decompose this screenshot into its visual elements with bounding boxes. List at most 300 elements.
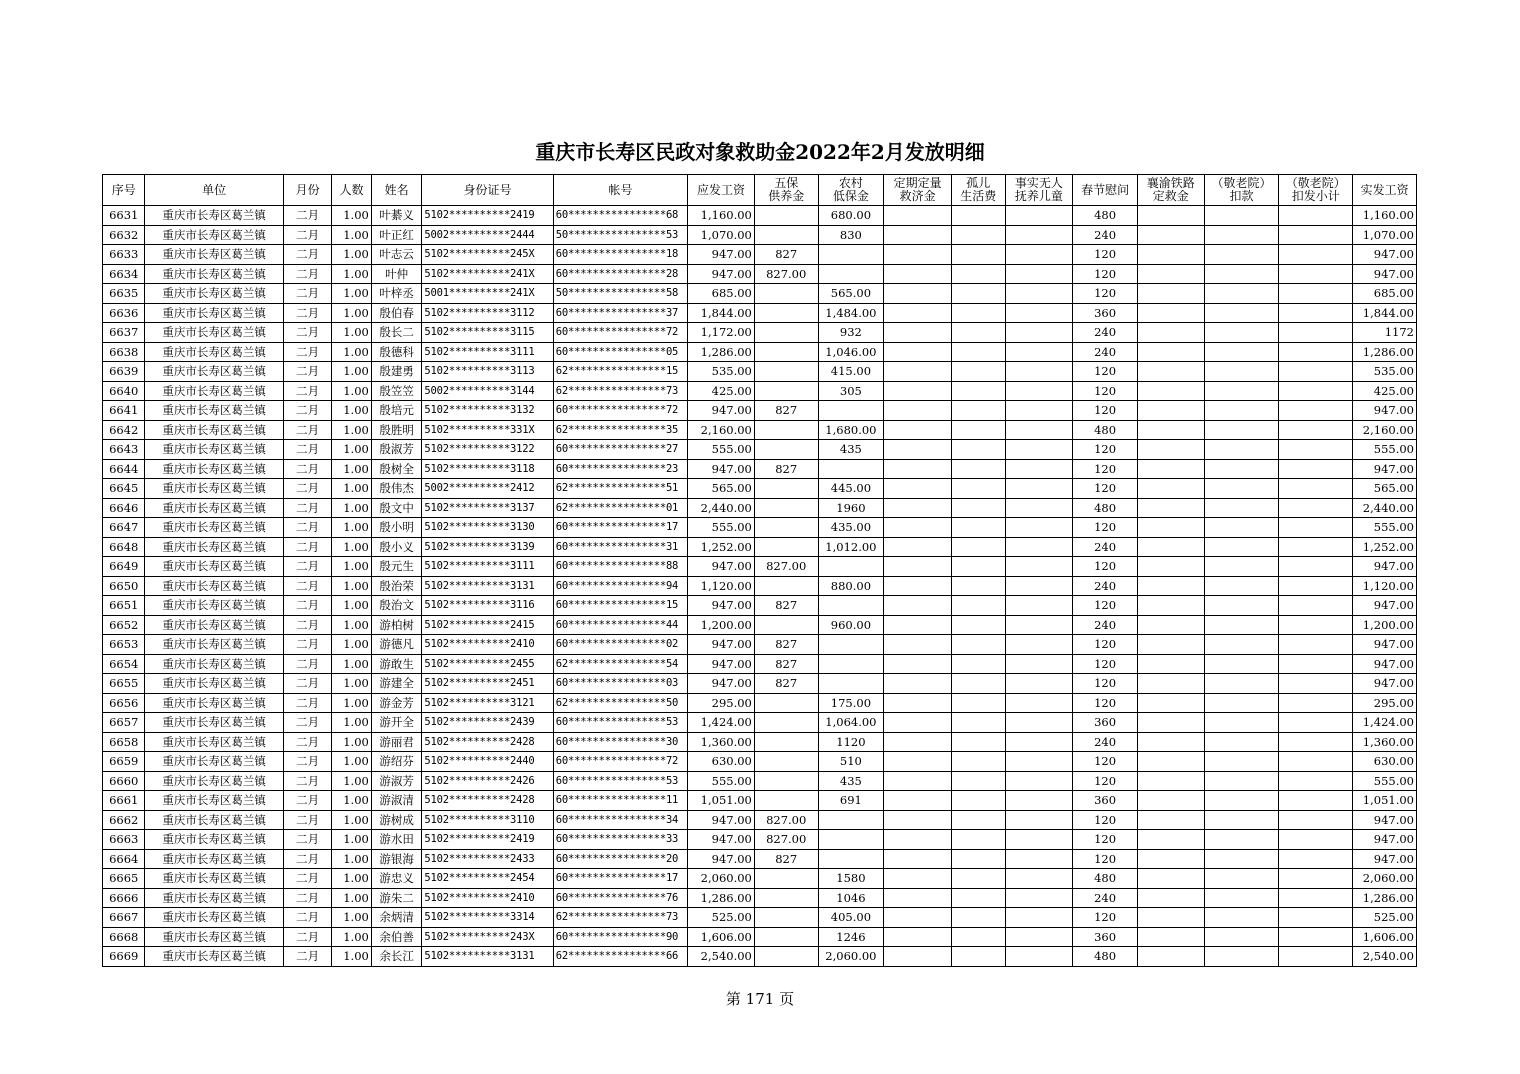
table-cell: 二月 bbox=[283, 557, 332, 577]
table-cell bbox=[951, 284, 1005, 304]
table-cell bbox=[884, 810, 952, 830]
table-cell bbox=[818, 245, 884, 265]
table-cell: 殷伟杰 bbox=[371, 479, 422, 499]
table-cell: 525.00 bbox=[688, 908, 755, 928]
table-cell: 5102**********3116 bbox=[422, 596, 553, 616]
table-cell: 二月 bbox=[283, 771, 332, 791]
table-cell bbox=[951, 362, 1005, 382]
table-cell: 525.00 bbox=[1353, 908, 1417, 928]
column-header: 人数 bbox=[332, 175, 371, 206]
table-cell: 重庆市长寿区葛兰镇 bbox=[145, 830, 283, 850]
table-cell: 947.00 bbox=[688, 596, 755, 616]
table-cell bbox=[1137, 303, 1204, 323]
table-cell: 二月 bbox=[283, 440, 332, 460]
table-cell bbox=[951, 381, 1005, 401]
table-cell: 余伯善 bbox=[371, 927, 422, 947]
table-cell bbox=[1204, 401, 1279, 421]
table-cell: 5102**********3314 bbox=[422, 908, 553, 928]
table-cell: 重庆市长寿区葛兰镇 bbox=[145, 869, 283, 889]
table-cell bbox=[1137, 615, 1204, 635]
table-cell bbox=[884, 888, 952, 908]
table-cell bbox=[754, 518, 818, 538]
table-cell: 6657 bbox=[103, 713, 145, 733]
table-cell bbox=[1204, 225, 1279, 245]
table-cell: 60****************30 bbox=[553, 732, 687, 752]
table-cell: 60****************33 bbox=[553, 830, 687, 850]
table-row bbox=[103, 869, 1417, 889]
table-cell bbox=[754, 752, 818, 772]
table-cell: 1.00 bbox=[332, 791, 371, 811]
table-cell bbox=[1279, 323, 1353, 343]
table-cell: 947.00 bbox=[1353, 264, 1417, 284]
table-cell: 5102**********2454 bbox=[422, 869, 553, 889]
table-cell: 5102**********2410 bbox=[422, 635, 553, 655]
table-cell bbox=[951, 771, 1005, 791]
table-cell bbox=[1137, 284, 1204, 304]
table-cell: 1,286.00 bbox=[688, 888, 755, 908]
table-cell: 1,070.00 bbox=[688, 225, 755, 245]
table-cell bbox=[1204, 303, 1279, 323]
table-cell bbox=[1204, 323, 1279, 343]
table-cell: 1,360.00 bbox=[688, 732, 755, 752]
table-cell bbox=[1137, 947, 1204, 967]
table-cell: 重庆市长寿区葛兰镇 bbox=[145, 732, 283, 752]
table-cell bbox=[951, 323, 1005, 343]
table-cell bbox=[754, 732, 818, 752]
table-cell: 1,172.00 bbox=[688, 323, 755, 343]
table-cell: 120 bbox=[1073, 401, 1138, 421]
table-cell bbox=[1204, 459, 1279, 479]
table-cell: 630.00 bbox=[688, 752, 755, 772]
table-cell: 947.00 bbox=[688, 830, 755, 850]
table-cell: 5002**********3144 bbox=[422, 381, 553, 401]
page-title: 重庆市长寿区民政对象救助金2022年2月发放明细 bbox=[535, 140, 985, 164]
table-row bbox=[103, 752, 1417, 772]
table-cell: 240 bbox=[1073, 323, 1138, 343]
table-cell bbox=[1005, 440, 1073, 460]
table-cell bbox=[1137, 908, 1204, 928]
table-cell: 120 bbox=[1073, 557, 1138, 577]
table-cell: 6651 bbox=[103, 596, 145, 616]
table-cell: 叶正红 bbox=[371, 225, 422, 245]
table-cell bbox=[1005, 401, 1073, 421]
table-cell: 殷树全 bbox=[371, 459, 422, 479]
table-cell: 5102**********2451 bbox=[422, 674, 553, 694]
table-cell: 游朱二 bbox=[371, 888, 422, 908]
table-cell bbox=[951, 576, 1005, 596]
table-cell bbox=[951, 498, 1005, 518]
table-cell: 1.00 bbox=[332, 752, 371, 772]
table-row bbox=[103, 615, 1417, 635]
table-cell bbox=[951, 401, 1005, 421]
table-cell: 5102**********3115 bbox=[422, 323, 553, 343]
table-cell bbox=[951, 693, 1005, 713]
table-cell: 1,046.00 bbox=[818, 342, 884, 362]
table-cell: 1580 bbox=[818, 869, 884, 889]
table-cell: 1.00 bbox=[332, 615, 371, 635]
table-cell: 殷伯春 bbox=[371, 303, 422, 323]
table-cell: 二月 bbox=[283, 342, 332, 362]
table-cell bbox=[754, 498, 818, 518]
table-cell: 重庆市长寿区葛兰镇 bbox=[145, 401, 283, 421]
table-cell bbox=[884, 498, 952, 518]
table-cell bbox=[1005, 537, 1073, 557]
table-cell bbox=[818, 849, 884, 869]
table-cell: 重庆市长寿区葛兰镇 bbox=[145, 284, 283, 304]
table-cell: 50****************53 bbox=[553, 225, 687, 245]
table-cell bbox=[1279, 771, 1353, 791]
table-cell: 120 bbox=[1073, 771, 1138, 791]
table-cell: 1.00 bbox=[332, 596, 371, 616]
table-cell: 1,286.00 bbox=[1353, 342, 1417, 362]
table-cell: 1,051.00 bbox=[688, 791, 755, 811]
table-cell: 重庆市长寿区葛兰镇 bbox=[145, 362, 283, 382]
table-cell: 6645 bbox=[103, 479, 145, 499]
table-cell bbox=[1204, 206, 1279, 226]
table-cell: 1,286.00 bbox=[1353, 888, 1417, 908]
table-cell bbox=[1204, 635, 1279, 655]
table-cell: 二月 bbox=[283, 225, 332, 245]
table-cell bbox=[1005, 635, 1073, 655]
table-cell bbox=[1279, 479, 1353, 499]
table-cell bbox=[951, 420, 1005, 440]
table-cell: 余炳清 bbox=[371, 908, 422, 928]
column-header: 农村 低保金 bbox=[818, 175, 884, 206]
table-cell bbox=[1204, 869, 1279, 889]
table-cell: 827 bbox=[754, 674, 818, 694]
table-cell bbox=[1204, 713, 1279, 733]
table-cell bbox=[1279, 615, 1353, 635]
table-cell bbox=[1005, 732, 1073, 752]
table-cell bbox=[1279, 674, 1353, 694]
table-cell bbox=[754, 440, 818, 460]
table-cell: 1,051.00 bbox=[1353, 791, 1417, 811]
table-cell: 6654 bbox=[103, 654, 145, 674]
table-cell: 1172 bbox=[1353, 323, 1417, 343]
table-header bbox=[103, 175, 1417, 206]
table-cell: 240 bbox=[1073, 576, 1138, 596]
table-cell: 555.00 bbox=[1353, 440, 1417, 460]
table-cell bbox=[951, 440, 1005, 460]
table-cell bbox=[1279, 498, 1353, 518]
table-cell bbox=[1279, 869, 1353, 889]
table-cell: 5102**********2433 bbox=[422, 849, 553, 869]
table-cell bbox=[884, 440, 952, 460]
table-cell: 二月 bbox=[283, 498, 332, 518]
table-row bbox=[103, 771, 1417, 791]
table-cell: 1,252.00 bbox=[688, 537, 755, 557]
page-number: 第 171 页 bbox=[725, 990, 795, 1008]
table-cell bbox=[951, 245, 1005, 265]
table-cell bbox=[1279, 927, 1353, 947]
table-cell: 二月 bbox=[283, 849, 332, 869]
table-cell: 2,540.00 bbox=[688, 947, 755, 967]
table-cell: 1.00 bbox=[332, 459, 371, 479]
table-cell: 6648 bbox=[103, 537, 145, 557]
table-cell bbox=[754, 615, 818, 635]
table-cell bbox=[818, 830, 884, 850]
table-cell bbox=[1204, 888, 1279, 908]
table-cell bbox=[951, 342, 1005, 362]
table-row bbox=[103, 323, 1417, 343]
table-cell bbox=[1279, 264, 1353, 284]
table-cell bbox=[1279, 732, 1353, 752]
table-cell bbox=[1279, 635, 1353, 655]
table-cell bbox=[1204, 381, 1279, 401]
table-cell: 1046 bbox=[818, 888, 884, 908]
table-cell: 60****************34 bbox=[553, 810, 687, 830]
table-cell: 二月 bbox=[283, 615, 332, 635]
table-cell: 6665 bbox=[103, 869, 145, 889]
table-cell: 60****************72 bbox=[553, 401, 687, 421]
table-cell: 425.00 bbox=[1353, 381, 1417, 401]
table-cell bbox=[754, 947, 818, 967]
table-cell: 120 bbox=[1073, 245, 1138, 265]
table-cell: 重庆市长寿区葛兰镇 bbox=[145, 440, 283, 460]
table-cell: 二月 bbox=[283, 927, 332, 947]
table-cell: 60****************11 bbox=[553, 791, 687, 811]
table-cell bbox=[1137, 752, 1204, 772]
table-cell: 175.00 bbox=[818, 693, 884, 713]
table-cell: 947.00 bbox=[688, 654, 755, 674]
table-cell: 重庆市长寿区葛兰镇 bbox=[145, 849, 283, 869]
table-cell: 1,286.00 bbox=[688, 342, 755, 362]
table-cell bbox=[884, 284, 952, 304]
table-cell: 重庆市长寿区葛兰镇 bbox=[145, 264, 283, 284]
table-row bbox=[103, 401, 1417, 421]
column-header: 帐号 bbox=[553, 175, 687, 206]
table-cell: 1,120.00 bbox=[1353, 576, 1417, 596]
table-cell: 二月 bbox=[283, 206, 332, 226]
table-cell: 重庆市长寿区葛兰镇 bbox=[145, 635, 283, 655]
table-cell: 二月 bbox=[283, 264, 332, 284]
table-cell: 305 bbox=[818, 381, 884, 401]
table-cell: 1.00 bbox=[332, 557, 371, 577]
table-cell: 二月 bbox=[283, 635, 332, 655]
table-cell bbox=[951, 615, 1005, 635]
table-row bbox=[103, 225, 1417, 245]
table-cell: 二月 bbox=[283, 654, 332, 674]
table-cell: 1.00 bbox=[332, 849, 371, 869]
table-cell: 重庆市长寿区葛兰镇 bbox=[145, 947, 283, 967]
table-row bbox=[103, 576, 1417, 596]
table-cell: 120 bbox=[1073, 518, 1138, 538]
table-cell bbox=[884, 342, 952, 362]
table-cell bbox=[754, 869, 818, 889]
table-cell: 1.00 bbox=[332, 420, 371, 440]
table-cell: 二月 bbox=[283, 284, 332, 304]
table-cell bbox=[1204, 791, 1279, 811]
table-cell: 947.00 bbox=[1353, 674, 1417, 694]
table-cell: 947.00 bbox=[1353, 830, 1417, 850]
table-cell bbox=[1005, 381, 1073, 401]
table-cell: 240 bbox=[1073, 342, 1138, 362]
table-cell bbox=[754, 362, 818, 382]
table-cell: 6639 bbox=[103, 362, 145, 382]
table-cell: 5102**********3118 bbox=[422, 459, 553, 479]
table-cell bbox=[1204, 362, 1279, 382]
table-cell: 827 bbox=[754, 245, 818, 265]
table-cell: 120 bbox=[1073, 693, 1138, 713]
table-cell: 5102**********2440 bbox=[422, 752, 553, 772]
table-cell bbox=[1279, 693, 1353, 713]
table-cell: 360 bbox=[1073, 713, 1138, 733]
table-cell bbox=[884, 576, 952, 596]
table-cell bbox=[1137, 479, 1204, 499]
table-cell: 555.00 bbox=[688, 440, 755, 460]
table-cell: 重庆市长寿区葛兰镇 bbox=[145, 323, 283, 343]
table-cell bbox=[818, 596, 884, 616]
table-cell bbox=[951, 927, 1005, 947]
table-cell bbox=[1279, 459, 1353, 479]
table-cell bbox=[1005, 498, 1073, 518]
table-cell: 1.00 bbox=[332, 264, 371, 284]
table-cell: 5102**********3112 bbox=[422, 303, 553, 323]
table-row bbox=[103, 791, 1417, 811]
relief-table bbox=[102, 174, 1417, 967]
table-cell bbox=[754, 206, 818, 226]
table-cell: 6664 bbox=[103, 849, 145, 869]
table-cell: 6649 bbox=[103, 557, 145, 577]
table-cell: 947.00 bbox=[1353, 635, 1417, 655]
table-cell: 60****************72 bbox=[553, 323, 687, 343]
table-cell: 1.00 bbox=[332, 927, 371, 947]
table-cell: 827 bbox=[754, 401, 818, 421]
table-cell bbox=[884, 206, 952, 226]
table-cell bbox=[884, 323, 952, 343]
table-cell bbox=[1005, 459, 1073, 479]
table-cell bbox=[1279, 362, 1353, 382]
table-cell bbox=[1279, 654, 1353, 674]
table-cell: 6644 bbox=[103, 459, 145, 479]
table-cell: 6638 bbox=[103, 342, 145, 362]
table-cell bbox=[818, 654, 884, 674]
table-cell bbox=[884, 654, 952, 674]
table-cell: 1,844.00 bbox=[1353, 303, 1417, 323]
table-cell bbox=[1005, 303, 1073, 323]
table-row bbox=[103, 459, 1417, 479]
table-cell bbox=[1204, 284, 1279, 304]
table-cell bbox=[1204, 693, 1279, 713]
table-cell: 62****************50 bbox=[553, 693, 687, 713]
table-row bbox=[103, 732, 1417, 752]
table-cell bbox=[1137, 264, 1204, 284]
table-cell: 游德凡 bbox=[371, 635, 422, 655]
table-cell bbox=[1279, 830, 1353, 850]
table-cell bbox=[818, 264, 884, 284]
table-cell bbox=[884, 927, 952, 947]
table-cell bbox=[1005, 791, 1073, 811]
table-cell bbox=[951, 557, 1005, 577]
table-cell: 827 bbox=[754, 596, 818, 616]
table-cell: 60****************27 bbox=[553, 440, 687, 460]
column-header: 事实无人 抚养儿童 bbox=[1005, 175, 1073, 206]
table-cell: 60****************28 bbox=[553, 264, 687, 284]
table-cell: 535.00 bbox=[688, 362, 755, 382]
table-cell bbox=[1005, 323, 1073, 343]
table-cell bbox=[818, 459, 884, 479]
table-cell: 240 bbox=[1073, 615, 1138, 635]
table-cell: 6667 bbox=[103, 908, 145, 928]
table-cell: 960.00 bbox=[818, 615, 884, 635]
table-cell bbox=[1204, 771, 1279, 791]
table-cell bbox=[1137, 498, 1204, 518]
table-cell bbox=[818, 810, 884, 830]
table-cell: 60****************17 bbox=[553, 518, 687, 538]
table-cell: 947.00 bbox=[1353, 810, 1417, 830]
table-cell bbox=[754, 693, 818, 713]
table-cell: 445.00 bbox=[818, 479, 884, 499]
table-cell bbox=[1279, 752, 1353, 772]
table-cell: 60****************68 bbox=[553, 206, 687, 226]
table-cell bbox=[754, 420, 818, 440]
table-cell bbox=[884, 479, 952, 499]
table-cell: 120 bbox=[1073, 264, 1138, 284]
table-cell bbox=[1005, 615, 1073, 635]
table-cell: 游银海 bbox=[371, 849, 422, 869]
table-cell bbox=[1279, 576, 1353, 596]
table-cell: 120 bbox=[1073, 440, 1138, 460]
table-cell: 6666 bbox=[103, 888, 145, 908]
table-cell: 二月 bbox=[283, 303, 332, 323]
table-cell: 62****************73 bbox=[553, 908, 687, 928]
table-cell: 叶志云 bbox=[371, 245, 422, 265]
table-cell: 947.00 bbox=[688, 635, 755, 655]
table-cell: 二月 bbox=[283, 791, 332, 811]
table-cell bbox=[1279, 303, 1353, 323]
table-cell bbox=[1005, 362, 1073, 382]
table-row bbox=[103, 284, 1417, 304]
table-cell: 880.00 bbox=[818, 576, 884, 596]
table-cell bbox=[1137, 440, 1204, 460]
table-cell: 殷治荣 bbox=[371, 576, 422, 596]
table-cell bbox=[884, 537, 952, 557]
table-cell bbox=[1137, 713, 1204, 733]
table-cell: 565.00 bbox=[688, 479, 755, 499]
table-cell: 二月 bbox=[283, 245, 332, 265]
table-cell: 6633 bbox=[103, 245, 145, 265]
table-cell bbox=[1279, 342, 1353, 362]
table-cell: 1,120.00 bbox=[688, 576, 755, 596]
table-cell: 二月 bbox=[283, 752, 332, 772]
table-cell: 947.00 bbox=[1353, 596, 1417, 616]
table-cell: 5002**********2412 bbox=[422, 479, 553, 499]
table-cell bbox=[951, 752, 1005, 772]
table-cell bbox=[884, 771, 952, 791]
table-cell bbox=[1279, 381, 1353, 401]
table-cell bbox=[951, 830, 1005, 850]
column-header: 姓名 bbox=[371, 175, 422, 206]
table-cell bbox=[1204, 615, 1279, 635]
table-cell: 1,200.00 bbox=[688, 615, 755, 635]
table-cell: 630.00 bbox=[1353, 752, 1417, 772]
table-cell bbox=[754, 225, 818, 245]
table-cell: 120 bbox=[1073, 674, 1138, 694]
table-cell bbox=[1204, 342, 1279, 362]
table-cell bbox=[1204, 498, 1279, 518]
table-cell: 二月 bbox=[283, 674, 332, 694]
table-cell: 5001**********241X bbox=[422, 284, 553, 304]
table-cell bbox=[1137, 830, 1204, 850]
table-cell bbox=[754, 888, 818, 908]
table-cell bbox=[818, 557, 884, 577]
table-cell: 120 bbox=[1073, 596, 1138, 616]
table-cell: 1,424.00 bbox=[1353, 713, 1417, 733]
table-cell: 5102**********2455 bbox=[422, 654, 553, 674]
table-cell: 60****************72 bbox=[553, 752, 687, 772]
table-cell: 二月 bbox=[283, 732, 332, 752]
table-cell: 60****************18 bbox=[553, 245, 687, 265]
